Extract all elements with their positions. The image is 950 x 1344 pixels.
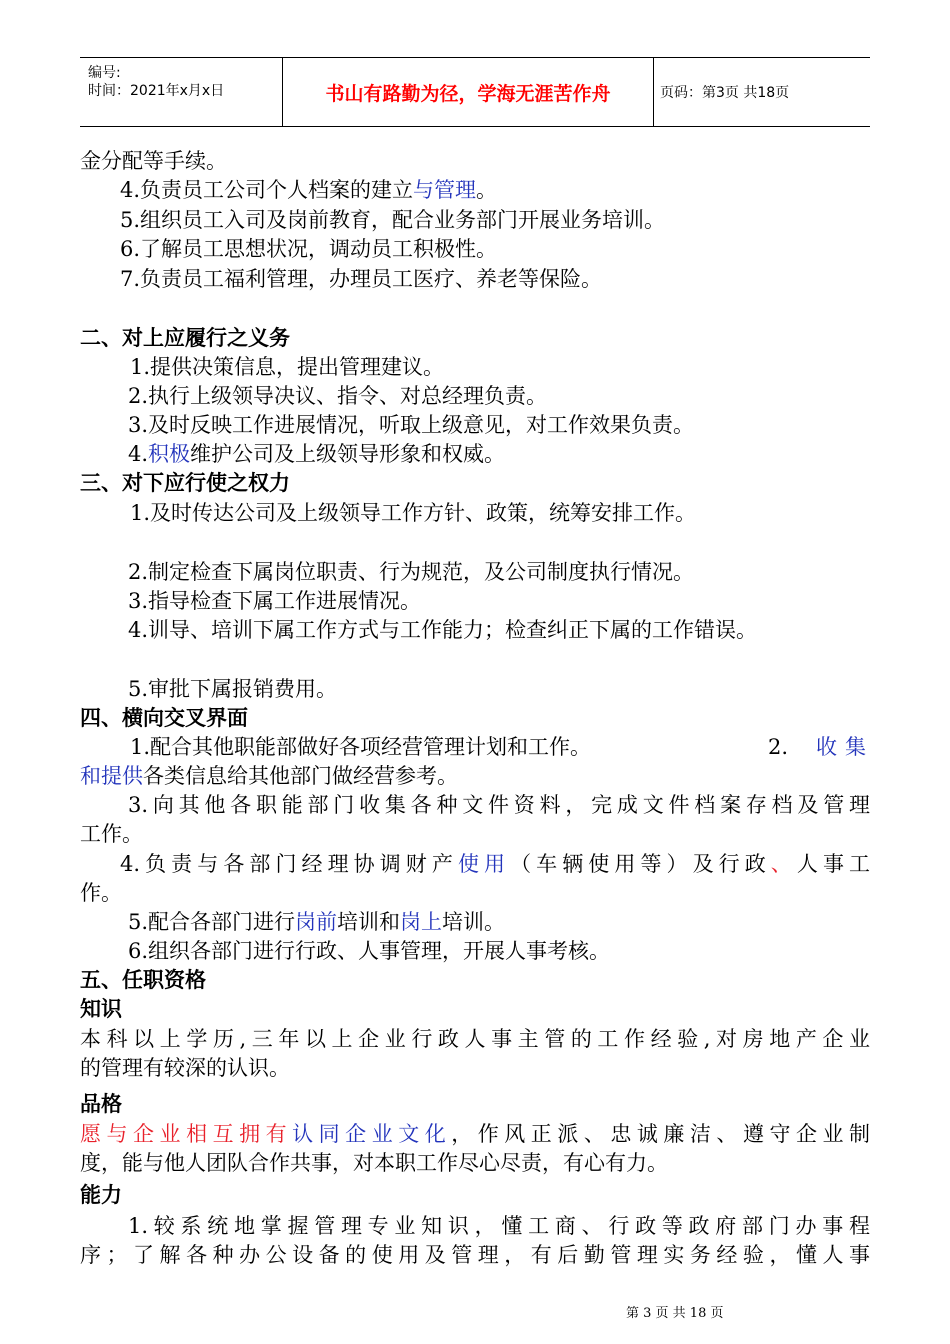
power-item-4: 4.训导、培训下属工作方式与工作能力；检查纠正下属的工作错误。	[128, 618, 758, 642]
ability-line-2: 序；了解各种办公设备的使用及管理，有后勤管理实务经验，懂人事	[80, 1243, 870, 1267]
doc-number-label: 编号:	[88, 65, 121, 81]
character-line-1	[80, 1121, 870, 1147]
knowledge-line-1: 本科以上学历,三年以上企业行政人事主管的工作经验,对房地产企业	[80, 1027, 870, 1051]
ability-line-1: 1.较系统地掌握管理专业知识，懂工商、行政等政府部门办事程	[128, 1214, 870, 1238]
link-text: 岗上	[400, 910, 443, 934]
text: 培训和	[337, 910, 401, 934]
text: 维护公司及上级领导形象和权威。	[190, 442, 506, 466]
section-2-title: 二、对上应履行之义务	[80, 326, 290, 350]
power-item-3: 3.指导检查下属工作进展情况。	[128, 589, 422, 613]
page-header	[80, 57, 870, 127]
character-line-2: 度，能与他人团队合作共事，对本职工作尽心尽责，有心有力。	[80, 1151, 668, 1175]
interface-item-6: 6.组织各部门进行行政、人事管理，开展人事考核。	[128, 939, 611, 963]
text: （车辆使用等）及行政	[510, 852, 771, 876]
section-4-title: 四、横向交叉界面	[80, 706, 248, 730]
link-text: 积极	[148, 442, 191, 466]
knowledge-line-2: 的管理有较深的认识。	[80, 1056, 290, 1080]
text: 4.	[128, 442, 149, 466]
interface-item-2-number: 2.	[768, 735, 789, 759]
text: ，作风正派、忠诚廉洁、遵守企业制	[451, 1122, 871, 1146]
duty-item-4	[120, 177, 497, 203]
duty-item-5: 5.组织员工入司及岗前教育，配合业务部门开展业务培训。	[120, 208, 666, 232]
obligation-item-2: 2.执行上级领导决议、指令、对总经理负责。	[128, 384, 548, 408]
text: 。	[476, 178, 498, 202]
power-item-5: 5.审批下属报销费用。	[128, 677, 338, 701]
power-item-1: 1.及时传达公司及上级领导工作方针、政策，统筹安排工作。	[130, 501, 697, 525]
ability-title: 能力	[80, 1183, 122, 1207]
doc-time-label: 时间：2021年x月x日	[88, 83, 225, 99]
text: 培训。	[442, 910, 506, 934]
interface-item-3: 3.向其他各职能部门收集各种文件资料，完成文件档案存档及管理	[128, 793, 870, 817]
header-motto: 书山有路勤为径，学海无涯苦作舟	[283, 58, 654, 126]
duty-item-7: 7.负责员工福利管理，办理员工医疗、养老等保险。	[120, 267, 603, 291]
header-page-info: 页码：第3页 共18页	[660, 85, 790, 101]
link-text: 和提供	[80, 764, 143, 788]
interface-item-2-link: 收集	[816, 735, 874, 759]
text: 4.负责与各部门经理协调财产	[120, 852, 458, 876]
text: 4.负责员工公司个人档案的建立	[120, 178, 414, 202]
interface-item-3-cont: 工作。	[80, 822, 143, 846]
text: 5.配合各部门进行	[128, 910, 296, 934]
page-footer: 第 3 页 共 18 页	[626, 1306, 724, 1321]
interface-item-2-cont	[80, 763, 458, 789]
section-5-title: 五、任职资格	[80, 968, 206, 992]
interface-item-1: 1.配合其他职能部做好各项经营管理计划和工作。	[130, 735, 592, 759]
red-text: 愿与企业相互拥有	[80, 1122, 293, 1146]
obligation-item-3: 3.及时反映工作进展情况，听取上级意见，对工作效果负责。	[128, 413, 695, 437]
link-text: 与管理	[413, 178, 477, 202]
duty-item-6: 6.了解员工思想状况，调动员工积极性。	[120, 237, 498, 261]
header-meta-cell	[80, 58, 283, 126]
knowledge-title: 知识	[80, 997, 122, 1021]
section-3-title: 三、对下应行使之权力	[80, 471, 290, 495]
body-line: 金分配等手续。	[80, 149, 227, 173]
character-title: 品格	[80, 1092, 122, 1116]
interface-item-5	[128, 909, 505, 935]
interface-item-4	[80, 851, 870, 877]
link-text: 使用	[457, 852, 511, 876]
link-text: 认同企业文化	[292, 1122, 452, 1146]
obligation-item-4	[128, 441, 505, 467]
red-text: 、	[770, 852, 797, 876]
link-text: 岗前	[295, 910, 338, 934]
power-item-2: 2.制定检查下属岗位职责、行为规范，及公司制度执行情况。	[128, 560, 695, 584]
interface-item-4-cont: 作。	[80, 881, 122, 905]
text: 各类信息给其他部门做经营参考。	[143, 764, 458, 788]
obligation-item-1: 1.提供决策信息，提出管理建议。	[130, 355, 445, 379]
text: 人事工	[796, 852, 871, 876]
